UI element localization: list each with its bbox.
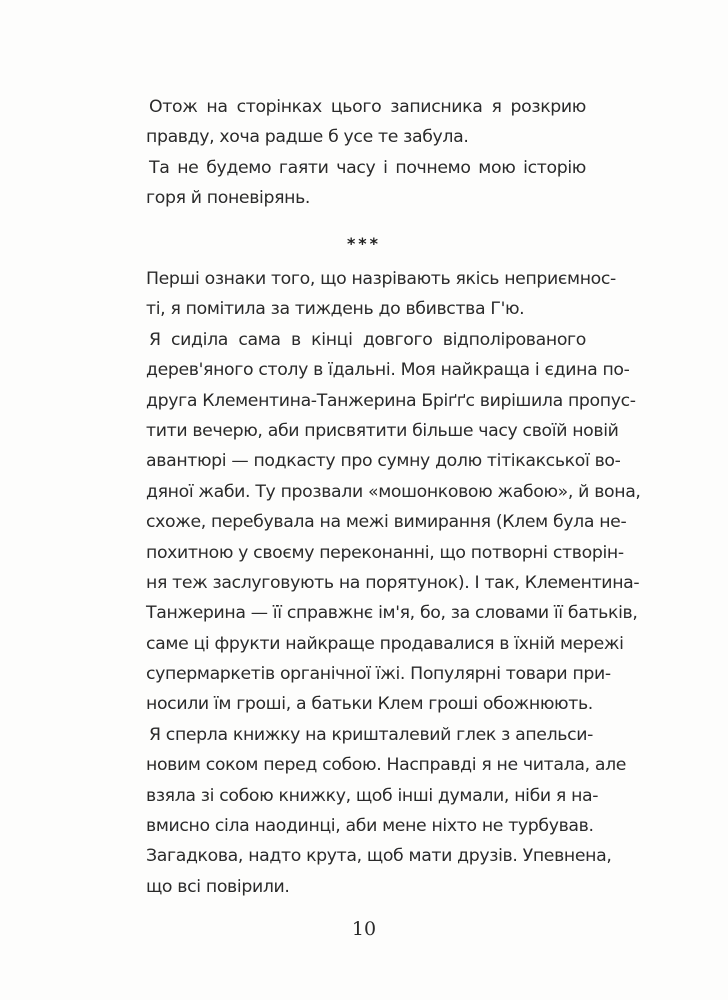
text-line: Перші ознаки того, що назрівають якісь неприємнос- xyxy=(146,269,616,289)
text-line: схоже, перебувала на межі вимирання (Клем була не- xyxy=(146,512,627,533)
text-line: тити вечерю, аби присвятити більше часу своїй новій xyxy=(146,420,619,441)
text-line: супермаркетів органічної їжі. Популярні товари при- xyxy=(146,664,611,685)
intro-paragraph-1 xyxy=(146,92,586,153)
text-line: авантюрі — подкасту про сумну долю тітікакської во- xyxy=(146,451,621,472)
text-line: друга Клементина-Танжерина Бріґґс вирішила пропус- xyxy=(146,390,636,411)
text-line: Я сиділа сама в кінці довгого відполірованого xyxy=(149,329,586,350)
text-line: носили їм гроші, а батьки Клем гроші обожнюють. xyxy=(146,694,593,715)
text-line: взяла зі собою книжку, щоб інші думали, ніби я на- xyxy=(146,785,599,806)
text-line: новим соком перед собою. Насправді я не читала, але xyxy=(146,755,627,776)
body-text xyxy=(146,264,641,902)
text-line: дяної жаби. Ту прозвали «мошонковою жабою», й вона, xyxy=(146,481,641,502)
text-line: саме ці фрукти найкраще продавалися в їхній мережі xyxy=(146,633,624,654)
text-line: вмисно сіла наодинці, аби мене ніхто не турбував. xyxy=(146,816,594,837)
intro-text xyxy=(146,92,586,214)
page-number: 10 xyxy=(351,918,377,940)
body-paragraph-3 xyxy=(146,720,627,902)
text-line: Отож на сторінках цього записника я розкрию xyxy=(149,97,586,117)
body-paragraph-2 xyxy=(146,325,641,720)
intro-paragraph-2 xyxy=(146,153,586,214)
text-line: Загадкова, надто крута, щоб мати друзів. Упевнена, xyxy=(146,846,612,867)
text-line: Я сперла книжку на кришталевий глек з апельси- xyxy=(149,724,594,745)
text-line: ті, я помітила за тиждень до вбивства Г'ю. xyxy=(146,299,525,320)
text-line: ня теж заслуговують на порятунок). І так, Клементина- xyxy=(146,572,640,593)
text-line: Та не будемо гаяти часу і почнемо мою історію xyxy=(149,157,586,178)
text-line: дерев'яного столу в їдальні. Моя найкраща і єдина по- xyxy=(146,360,630,381)
text-line: що всі повірили. xyxy=(146,876,290,897)
text-line: правду, хоча радше б усе те забула. xyxy=(146,127,469,148)
body-paragraph-1 xyxy=(146,264,616,325)
section-separator: *** xyxy=(346,234,382,253)
text-line: горя й поневірянь. xyxy=(146,188,311,209)
text-line: Танжерина — її справжнє ім'я, бо, за словами її батьків, xyxy=(146,603,638,624)
text-line: похитною у своєму переконанні, що потворні створін- xyxy=(146,542,624,563)
